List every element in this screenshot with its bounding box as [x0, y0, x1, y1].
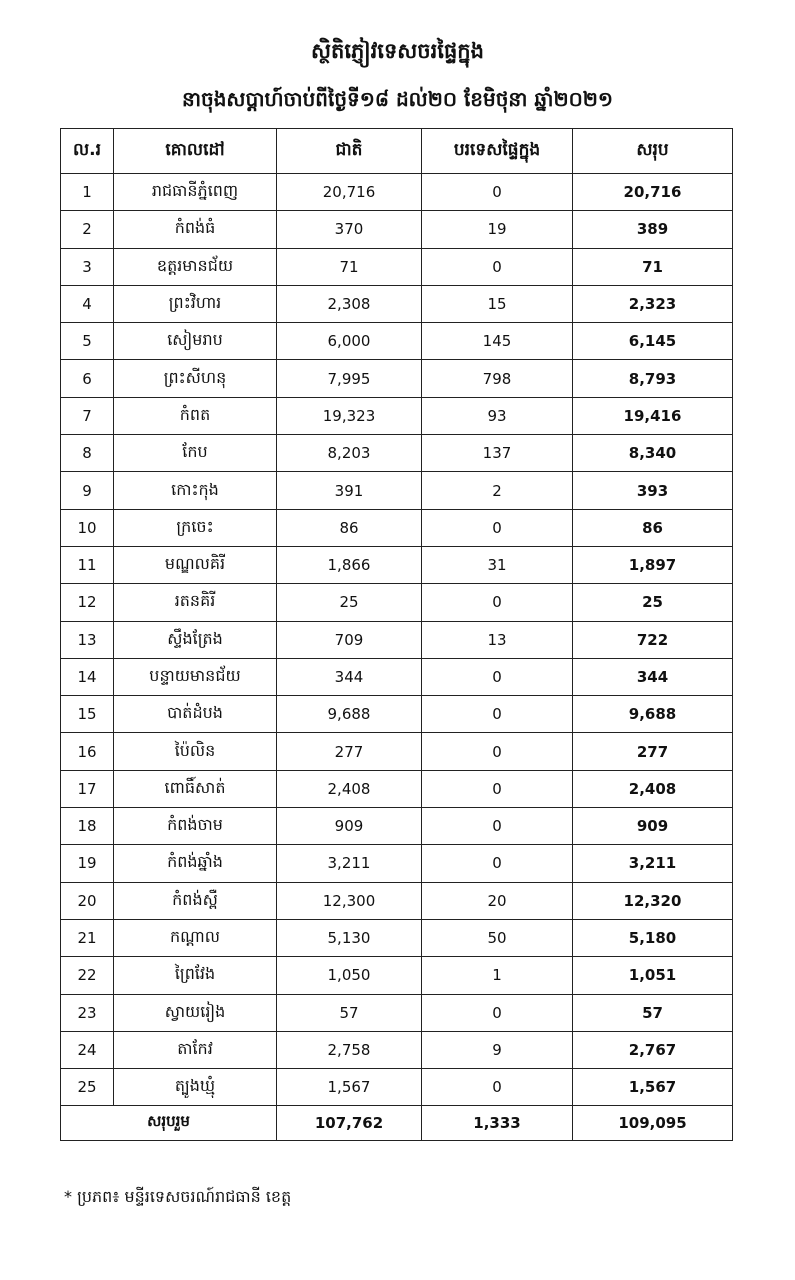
province-cell: រតនគិរី — [114, 584, 277, 621]
national-count-cell: 19,323 — [277, 397, 422, 434]
national-count-cell: 1,567 — [277, 1069, 422, 1106]
national-count-cell: 86 — [277, 509, 422, 546]
table-row — [61, 285, 733, 322]
table-row — [61, 882, 733, 919]
row-number-cell: 2 — [61, 211, 114, 248]
row-number-cell: 25 — [61, 1069, 114, 1106]
table-row — [61, 845, 733, 882]
national-count-cell: 7,995 — [277, 360, 422, 397]
foreign-count-cell: 0 — [422, 696, 573, 733]
summary-total: 109,095 — [573, 1106, 733, 1141]
row-number-cell: 8 — [61, 435, 114, 472]
row-number-cell: 21 — [61, 919, 114, 956]
tourist-statistics-table — [60, 128, 733, 1141]
table-row — [61, 584, 733, 621]
foreign-count-cell: 50 — [422, 919, 573, 956]
table-row — [61, 397, 733, 434]
foreign-count-cell: 19 — [422, 211, 573, 248]
table-row — [61, 1069, 733, 1106]
province-cell: ព្រះសីហនុ — [114, 360, 277, 397]
total-count-cell: 5,180 — [573, 919, 733, 956]
province-cell: ស្ទឹងត្រែង — [114, 621, 277, 658]
province-cell: មណ្ឌលគិរី — [114, 546, 277, 583]
table-row — [61, 808, 733, 845]
national-count-cell: 344 — [277, 658, 422, 695]
foreign-count-cell: 798 — [422, 360, 573, 397]
table-row — [61, 509, 733, 546]
table-row — [61, 733, 733, 770]
national-count-cell: 277 — [277, 733, 422, 770]
foreign-count-cell: 0 — [422, 770, 573, 807]
summary-row — [61, 1106, 733, 1141]
row-number-cell: 23 — [61, 994, 114, 1031]
row-number-cell: 14 — [61, 658, 114, 695]
row-number-cell: 6 — [61, 360, 114, 397]
national-count-cell: 6,000 — [277, 323, 422, 360]
national-count-cell: 2,408 — [277, 770, 422, 807]
foreign-count-cell: 137 — [422, 435, 573, 472]
total-count-cell: 25 — [573, 584, 733, 621]
row-number-cell: 15 — [61, 696, 114, 733]
total-count-cell: 6,145 — [573, 323, 733, 360]
total-count-cell: 3,211 — [573, 845, 733, 882]
total-count-cell: 9,688 — [573, 696, 733, 733]
row-number-cell: 20 — [61, 882, 114, 919]
foreign-count-cell: 0 — [422, 1069, 573, 1106]
province-cell: កំពត — [114, 397, 277, 434]
table-row — [61, 994, 733, 1031]
column-header-number: ល.រ — [61, 129, 114, 174]
national-count-cell: 709 — [277, 621, 422, 658]
national-count-cell: 5,130 — [277, 919, 422, 956]
foreign-count-cell: 0 — [422, 733, 573, 770]
foreign-count-cell: 0 — [422, 174, 573, 211]
total-count-cell: 57 — [573, 994, 733, 1031]
table-row — [61, 323, 733, 360]
row-number-cell: 1 — [61, 174, 114, 211]
total-count-cell: 1,567 — [573, 1069, 733, 1106]
table-row — [61, 696, 733, 733]
foreign-count-cell: 145 — [422, 323, 573, 360]
row-number-cell: 24 — [61, 1031, 114, 1068]
column-header-foreign-resident: បរទេសផ្ទៃក្នុង — [422, 129, 573, 174]
document-subtitle: នាចុងសប្តាហ៍ចាប់ពីថ្ងៃទី១៨ ដល់២០ ខែមិថុនា ឆ្នាំ២០២១ — [181, 87, 614, 111]
total-count-cell: 2,323 — [573, 285, 733, 322]
total-count-cell: 393 — [573, 472, 733, 509]
row-number-cell: 18 — [61, 808, 114, 845]
foreign-count-cell: 93 — [422, 397, 573, 434]
total-count-cell: 12,320 — [573, 882, 733, 919]
province-cell: ឧត្តរមានជ័យ — [114, 248, 277, 285]
national-count-cell: 370 — [277, 211, 422, 248]
province-cell: រាជធានីភ្នំពេញ — [114, 174, 277, 211]
province-cell: ប៉ៃលិន — [114, 733, 277, 770]
table-row — [61, 546, 733, 583]
row-number-cell: 3 — [61, 248, 114, 285]
foreign-count-cell: 20 — [422, 882, 573, 919]
province-cell: ព្រះវិហារ — [114, 285, 277, 322]
foreign-count-cell: 15 — [422, 285, 573, 322]
row-number-cell: 11 — [61, 546, 114, 583]
province-cell: ត្បូងឃ្មុំ — [114, 1069, 277, 1106]
national-count-cell: 71 — [277, 248, 422, 285]
national-count-cell: 57 — [277, 994, 422, 1031]
column-header-total: សរុប — [573, 129, 733, 174]
total-count-cell: 8,793 — [573, 360, 733, 397]
row-number-cell: 9 — [61, 472, 114, 509]
province-cell: កណ្តាល — [114, 919, 277, 956]
foreign-count-cell: 0 — [422, 994, 573, 1031]
row-number-cell: 16 — [61, 733, 114, 770]
national-count-cell: 8,203 — [277, 435, 422, 472]
table-row — [61, 174, 733, 211]
province-cell: កំពង់ធំ — [114, 211, 277, 248]
total-count-cell: 19,416 — [573, 397, 733, 434]
summary-label: សរុបរួម — [61, 1106, 277, 1141]
table-row — [61, 957, 733, 994]
province-cell: ក្រចេះ — [114, 509, 277, 546]
table-row — [61, 435, 733, 472]
source-note: * ប្រភព៖ មន្ទីរទេសចរណ៍រាជធានី ខេត្ត — [64, 1187, 292, 1206]
national-count-cell: 2,758 — [277, 1031, 422, 1068]
total-count-cell: 2,767 — [573, 1031, 733, 1068]
row-number-cell: 19 — [61, 845, 114, 882]
province-cell: បាត់ដំបង — [114, 696, 277, 733]
province-cell: បន្ទាយមានជ័យ — [114, 658, 277, 695]
table-row — [61, 248, 733, 285]
table-row — [61, 770, 733, 807]
table-row — [61, 919, 733, 956]
national-count-cell: 909 — [277, 808, 422, 845]
row-number-cell: 10 — [61, 509, 114, 546]
province-cell: កំពង់ចាម — [114, 808, 277, 845]
national-count-cell: 25 — [277, 584, 422, 621]
national-count-cell: 1,866 — [277, 546, 422, 583]
foreign-count-cell: 0 — [422, 658, 573, 695]
table-row — [61, 211, 733, 248]
table-row — [61, 1031, 733, 1068]
foreign-count-cell: 0 — [422, 808, 573, 845]
table-body — [61, 174, 733, 1106]
table-header-row — [61, 129, 733, 174]
row-number-cell: 17 — [61, 770, 114, 807]
total-count-cell: 20,716 — [573, 174, 733, 211]
total-count-cell: 1,897 — [573, 546, 733, 583]
document-title: ស្ថិតិភ្ញៀវទេសចរផ្ទៃក្នុង — [311, 39, 484, 63]
province-cell: កំពង់ស្ពឺ — [114, 882, 277, 919]
column-header-destination: គោលដៅ — [114, 129, 277, 174]
table-row — [61, 621, 733, 658]
total-count-cell: 2,408 — [573, 770, 733, 807]
province-cell: ស្វាយរៀង — [114, 994, 277, 1031]
province-cell: កំពង់ឆ្នាំង — [114, 845, 277, 882]
total-count-cell: 71 — [573, 248, 733, 285]
foreign-count-cell: 2 — [422, 472, 573, 509]
summary-national: 107,762 — [277, 1106, 422, 1141]
national-count-cell: 20,716 — [277, 174, 422, 211]
foreign-count-cell: 0 — [422, 845, 573, 882]
national-count-cell: 391 — [277, 472, 422, 509]
row-number-cell: 22 — [61, 957, 114, 994]
province-cell: ព្រៃវែង — [114, 957, 277, 994]
foreign-count-cell: 1 — [422, 957, 573, 994]
summary-foreign: 1,333 — [422, 1106, 573, 1141]
total-count-cell: 909 — [573, 808, 733, 845]
total-count-cell: 277 — [573, 733, 733, 770]
foreign-count-cell: 31 — [422, 546, 573, 583]
table-row — [61, 360, 733, 397]
column-header-national: ជាតិ — [277, 129, 422, 174]
national-count-cell: 1,050 — [277, 957, 422, 994]
province-cell: សៀមរាប — [114, 323, 277, 360]
total-count-cell: 1,051 — [573, 957, 733, 994]
row-number-cell: 13 — [61, 621, 114, 658]
total-count-cell: 722 — [573, 621, 733, 658]
total-count-cell: 389 — [573, 211, 733, 248]
total-count-cell: 344 — [573, 658, 733, 695]
province-cell: កោះកុង — [114, 472, 277, 509]
national-count-cell: 9,688 — [277, 696, 422, 733]
foreign-count-cell: 0 — [422, 248, 573, 285]
foreign-count-cell: 0 — [422, 509, 573, 546]
row-number-cell: 5 — [61, 323, 114, 360]
national-count-cell: 12,300 — [277, 882, 422, 919]
table-row — [61, 658, 733, 695]
row-number-cell: 4 — [61, 285, 114, 322]
province-cell: កែប — [114, 435, 277, 472]
national-count-cell: 3,211 — [277, 845, 422, 882]
total-count-cell: 8,340 — [573, 435, 733, 472]
row-number-cell: 7 — [61, 397, 114, 434]
national-count-cell: 2,308 — [277, 285, 422, 322]
row-number-cell: 12 — [61, 584, 114, 621]
province-cell: ពោធិ៍សាត់ — [114, 770, 277, 807]
foreign-count-cell: 0 — [422, 584, 573, 621]
table-row — [61, 472, 733, 509]
province-cell: តាកែវ — [114, 1031, 277, 1068]
foreign-count-cell: 13 — [422, 621, 573, 658]
foreign-count-cell: 9 — [422, 1031, 573, 1068]
total-count-cell: 86 — [573, 509, 733, 546]
